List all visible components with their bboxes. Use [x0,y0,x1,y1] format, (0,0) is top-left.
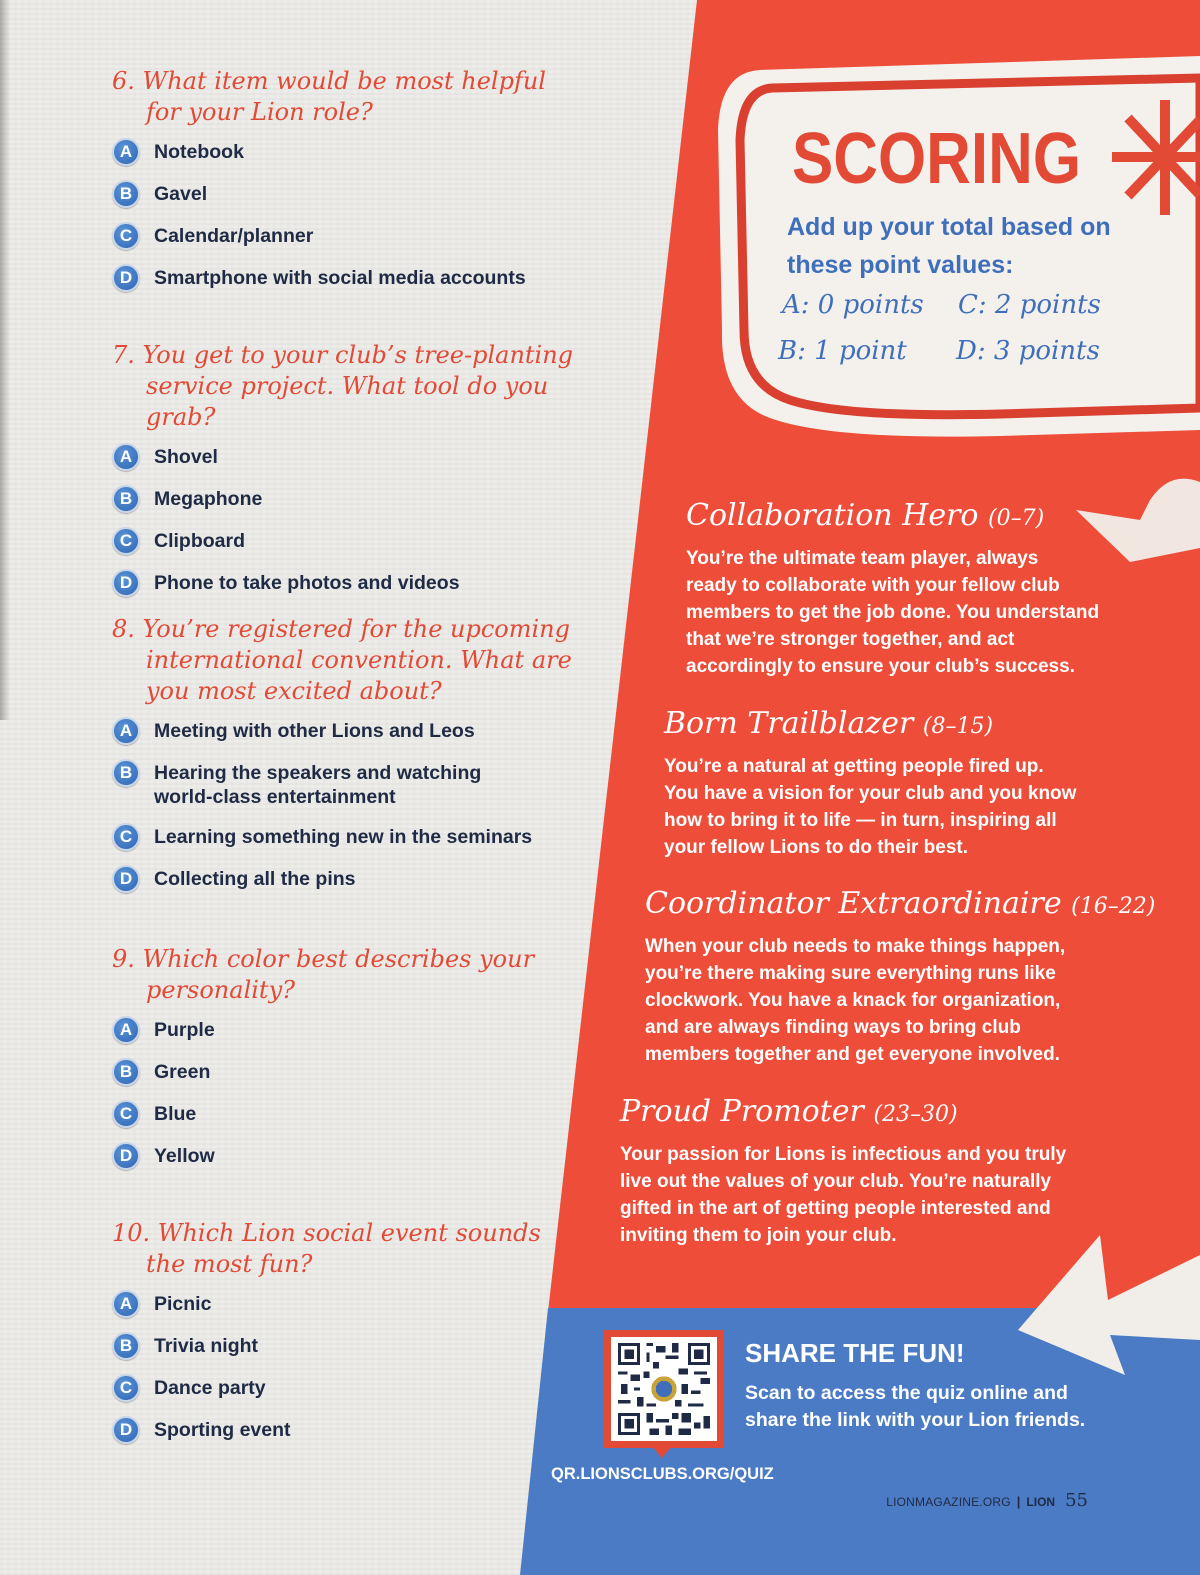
result-title [664,706,1184,745]
letter-badge-a: A [112,443,140,471]
letter-badge-a: A [112,717,140,745]
option-text: Collecting all the pins [154,868,356,890]
letter-badge-b: B [112,1058,140,1086]
quiz-link[interactable]: QR.LIONSCLUBS.ORG/QUIZ [551,1465,774,1483]
result-name: Collaboration Hero [686,498,979,533]
letter-badge-b: B [112,180,140,208]
points-c: C: 2 points [958,290,1101,320]
option-b[interactable] [112,761,582,809]
option-text: Purple [154,1019,215,1041]
result-range: (23–30) [873,1102,958,1127]
footer-site[interactable]: LIONMAGAZINE.ORG [886,1495,1011,1509]
result-proud-promoter [620,1094,1140,1249]
page-number: 55 [1065,1490,1088,1511]
letter-badge-c: C [112,222,140,250]
option-c[interactable] [112,1376,582,1402]
question-title: 8. You’re registered for the upcoming international convention. What are you most excited about? [112,615,572,705]
option-text: Phone to take photos and videos [154,572,460,594]
option-text: Green [154,1061,211,1083]
letter-badge-d: D [112,865,140,893]
option-text: Megaphone [154,488,263,510]
option-text: Yellow [154,1145,215,1167]
options-list [112,1018,582,1170]
options-list [112,140,582,292]
qr-code-icon [618,1343,710,1435]
page-footer [886,1490,1088,1511]
share-description: Scan to access the quiz online and share the link with your Lion friends. [745,1382,1086,1431]
option-text: Blue [154,1103,197,1125]
option-text: Shovel [154,446,218,468]
footer-magazine: LION [1026,1495,1056,1509]
option-a[interactable] [112,445,582,471]
points-a: A: 0 points [782,290,924,320]
option-text: Gavel [154,183,208,205]
result-description: You’re a natural at getting people fired up. You have a vision for your club and you know how to bring it to life — in turn, inspiring all your fellow Lions to do their best. [664,756,1077,858]
option-c[interactable] [112,529,582,555]
question-title: 7. You get to your club’s tree-planting service project. What tool do you grab? [112,341,574,431]
question-8 [112,614,582,909]
question-6 [112,66,582,308]
letter-badge-b: B [112,759,140,787]
scoring-title: SCORING [792,119,1081,199]
option-text: Hearing the speakers and watching world-class entertainment [154,762,482,808]
option-b[interactable] [112,182,582,208]
option-a[interactable] [112,719,582,745]
result-range: (8–15) [922,714,994,739]
result-description: Your passion for Lions is infectious and you truly live out the values of your club. You’re naturally gifted in the art of getting people interested and inviting them to join your club. [620,1144,1067,1246]
result-name: Born Trailblazer [664,706,914,741]
result-name: Proud Promoter [620,1094,864,1129]
option-text: Dance party [154,1377,266,1399]
option-text: Meeting with other Lions and Leos [154,720,475,742]
option-text: Smartphone with social media accounts [154,267,526,289]
option-d[interactable] [112,1418,582,1444]
letter-badge-b: B [112,1332,140,1360]
option-d[interactable] [112,266,582,292]
option-c[interactable] [112,224,582,250]
option-text: Learning something new in the seminars [154,826,533,848]
option-text: Sporting event [154,1419,291,1441]
points-d: D: 3 points [956,336,1100,366]
result-title [645,886,1165,925]
option-b[interactable] [112,487,582,513]
points-b: B: 1 point [778,336,907,366]
result-title [686,498,1200,537]
result-range: (0–7) [988,506,1045,531]
result-range: (16–22) [1071,894,1156,919]
option-c[interactable] [112,1102,582,1128]
option-a[interactable] [112,140,582,166]
option-text: Calendar/planner [154,225,314,247]
option-text: Trivia night [154,1335,259,1357]
question-title: 10. Which Lion social event sounds the most fun? [112,1219,541,1278]
scoring-subtitle: Add up your total based on these point values: [787,213,1111,279]
option-text: Clipboard [154,530,245,552]
option-b[interactable] [112,1060,582,1086]
option-d[interactable] [112,571,582,597]
letter-badge-d: D [112,1416,140,1444]
question-9 [112,944,582,1186]
letter-badge-c: C [112,823,140,851]
result-collaboration-hero [686,498,1200,680]
option-d[interactable] [112,867,582,893]
option-b[interactable] [112,1334,582,1360]
result-born-trailblazer [664,706,1184,861]
letter-badge-d: D [112,1142,140,1170]
letter-badge-d: D [112,264,140,292]
options-list [112,1292,582,1444]
footer-separator: | [1016,1494,1021,1509]
question-10 [112,1218,582,1460]
option-a[interactable] [112,1292,582,1318]
result-description: You’re the ultimate team player, always ready to collaborate with your fellow club members to get the job done. You understand that we’re stronger together, and act accordingly to ensure your club’s success. [686,548,1100,677]
result-description: When your club needs to make things happen, you’re there making sure everything runs like clockwork. You have a knack for organization, and are always finding ways to bring club members together and get everyone involved. [645,936,1066,1065]
result-coordinator-extraordinaire [645,886,1165,1068]
option-text: Picnic [154,1293,212,1315]
result-name: Coordinator Extraordinaire [645,886,1062,921]
letter-badge-a: A [112,1290,140,1318]
question-title: 9. Which color best describes your personality? [112,945,535,1004]
letter-badge-c: C [112,527,140,555]
option-d[interactable] [112,1144,582,1170]
letter-badge-b: B [112,485,140,513]
letter-badge-a: A [112,1016,140,1044]
option-c[interactable] [112,825,582,851]
qr-code[interactable] [604,1330,724,1448]
option-a[interactable] [112,1018,582,1044]
qr-code-inner [611,1337,717,1441]
options-list [112,445,582,597]
result-title [620,1094,1140,1133]
share-title: SHARE THE FUN! [745,1338,965,1368]
letter-badge-d: D [112,569,140,597]
letter-badge-c: C [112,1374,140,1402]
letter-badge-a: A [112,138,140,166]
letter-badge-c: C [112,1100,140,1128]
options-list [112,719,582,893]
question-7 [112,340,582,613]
option-text: Notebook [154,141,244,163]
question-title: 6. What item would be most helpful for your Lion role? [112,67,546,126]
qr-pointer [652,1446,672,1458]
